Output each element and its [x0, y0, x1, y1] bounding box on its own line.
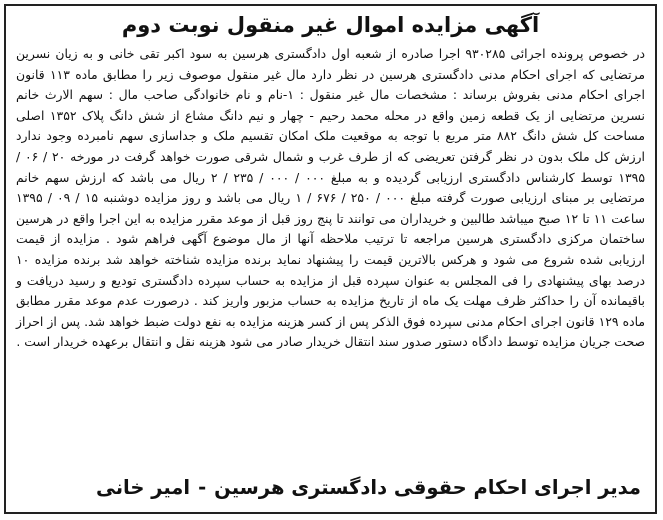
signature-line — [96, 474, 641, 502]
notice-body: در خصوص پرونده اجرائی ۹۳۰۲۸۵ اجرا صادره از شعبه اول دادگستری هرسین به سود اکبر تقی خانی و به زیان نسرین مرتضایی که اجرای احکام مدنی دادگستری هرسین در نظر دارد مال غیر منقول موصوف زیر را مطابق ماده ۱۱۳ قانون اجرای احکام مدنی بفروش برساند : مشخصات مال غیر منقول : ۱-نام و نام خانوادگی صاحب مال : سهم الارث خانم نسرین مرتضایی از یک قطعه زمین واقع در محله محمد رحیم - چهار و نیم دانگ مشاع از شش دانگ پلاک ۱۳۵۲ اصلی مساحت کل شش دانگ ۸۸۲ متر مربع با توجه به موقعیت ملک امکان تقسیم ملک و جداسازی سهم نامبرده وجود ندارد ارزش کل ملک بدون در نظر گرفتن تعریضی که از طرف غرب و شمال شرقی صورت خواهد گرفت در مورخه ۲۰ / ۰۶ / ۱۳۹۵ توسط کارشناس دادگستری ارزیابی گردیده و به مبلغ ۰۰۰ / ۰۰۰ / ۲۳۵ / ۲ ریال می باشد که ارزش سهم خانم مرتضایی بر مبنای ارزیابی صورت گرفته مبلغ ۰۰۰ / ۲۵۰ / ۶۷۶ / ۱ ریال می باشد و روز مزایده دوشنبه ۱۵ / ۰۹ / ۱۳۹۵ ساعت ۱۱ تا ۱۲ صبح میباشد طالبین و خریداران می توانند تا پنج روز قبل از موعد مقرر مزایده به این اجرا واقع در هرسین ساختمان مرکزی دادگستری هرسین مراجعه تا ترتیب ملاحظه آنها از مال موضوع آگهی فراهم شود . مزایده از قیمت ارزیابی شده شروع می شود و هرکس بالاترین قیمت را پیشنهاد نماید برنده مزایده شناخته خواهد شد برنده مزایده ۱۰ درصد بهای پیشنهادی را فی المجلس به عنوان سپرده قبل از مزایده به حساب سپرده دادگستری تودیع و رسید دریافت و باقیمانده آن را حداکثر ظرف مهلت یک ماه از تاریخ مزایده به حساب مزبور واریز کند . درصورت عدم موعد مقرر مطابق ماده ۱۲۹ قانون اجرای احکام مدنی سپرده فوق الذکر پس از کسر هزینه مزایده به نفع دولت ضبط خواهد شد. پس از احراز صحت جریان مزایده توسط دادگاه دستور صدور سند انتقال خریدار صادر می شود هزینه نقل و انتقال برعهده خریدار است . — [16, 46, 646, 350]
signature-separator: - — [198, 476, 207, 499]
auction-notice — [4, 4, 657, 514]
signature-title: مدیر اجرای احکام حقوقی دادگستری هرسین — [214, 476, 641, 499]
notice-title: آگهی مزایده اموال غیر منقول نوبت دوم — [121, 13, 540, 37]
signature-name: امیر خانی — [95, 476, 191, 499]
